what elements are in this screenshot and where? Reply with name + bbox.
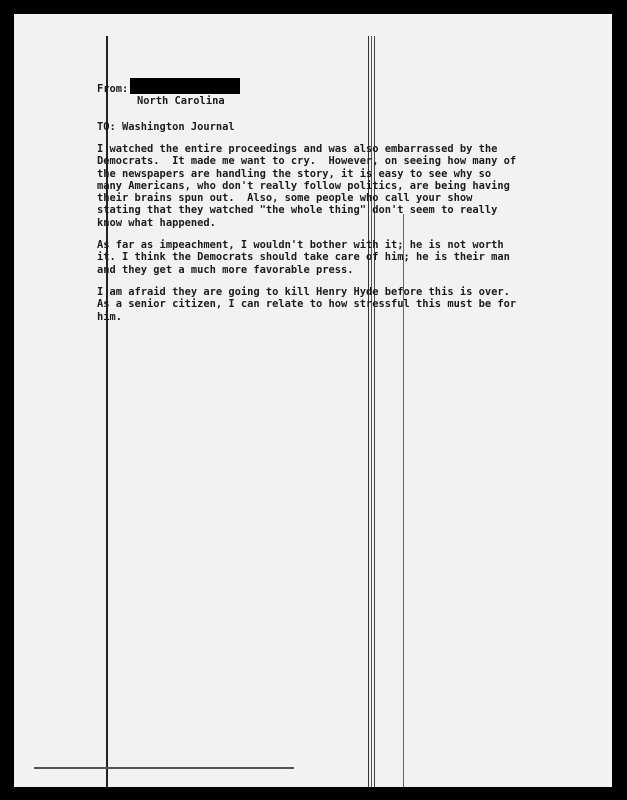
paragraph-2: As far as impeachment, I wouldn't bother with it; he is not worth it. I think the Democrats should take care of him; he is their man and they get a much more favorable press.: [97, 239, 510, 276]
sender-location: North Carolina: [137, 95, 225, 107]
recipient-line: TO: Washington Journal: [97, 121, 235, 133]
document-page: [14, 14, 612, 787]
paragraph-1: I watched the entire proceedings and was also embarrassed by the Democrats. It made me want to cry. However, on seeing how many of the newspapers are handling the story, it is easy to see why so many Americans, who don't really follow politics, are being having their brains spun out. Also, some people who call your show stating that they watched "the whole thing" don't seem to really know what happened.: [97, 143, 517, 229]
paragraph-3: I am afraid they are going to kill Henry Hyde before this is over. As a senior citizen, I can relate to how stressful this must be for him.: [97, 286, 517, 323]
redaction-bar: [130, 78, 240, 94]
scan-footer-line: [34, 767, 294, 769]
from-label: From:: [97, 83, 129, 95]
